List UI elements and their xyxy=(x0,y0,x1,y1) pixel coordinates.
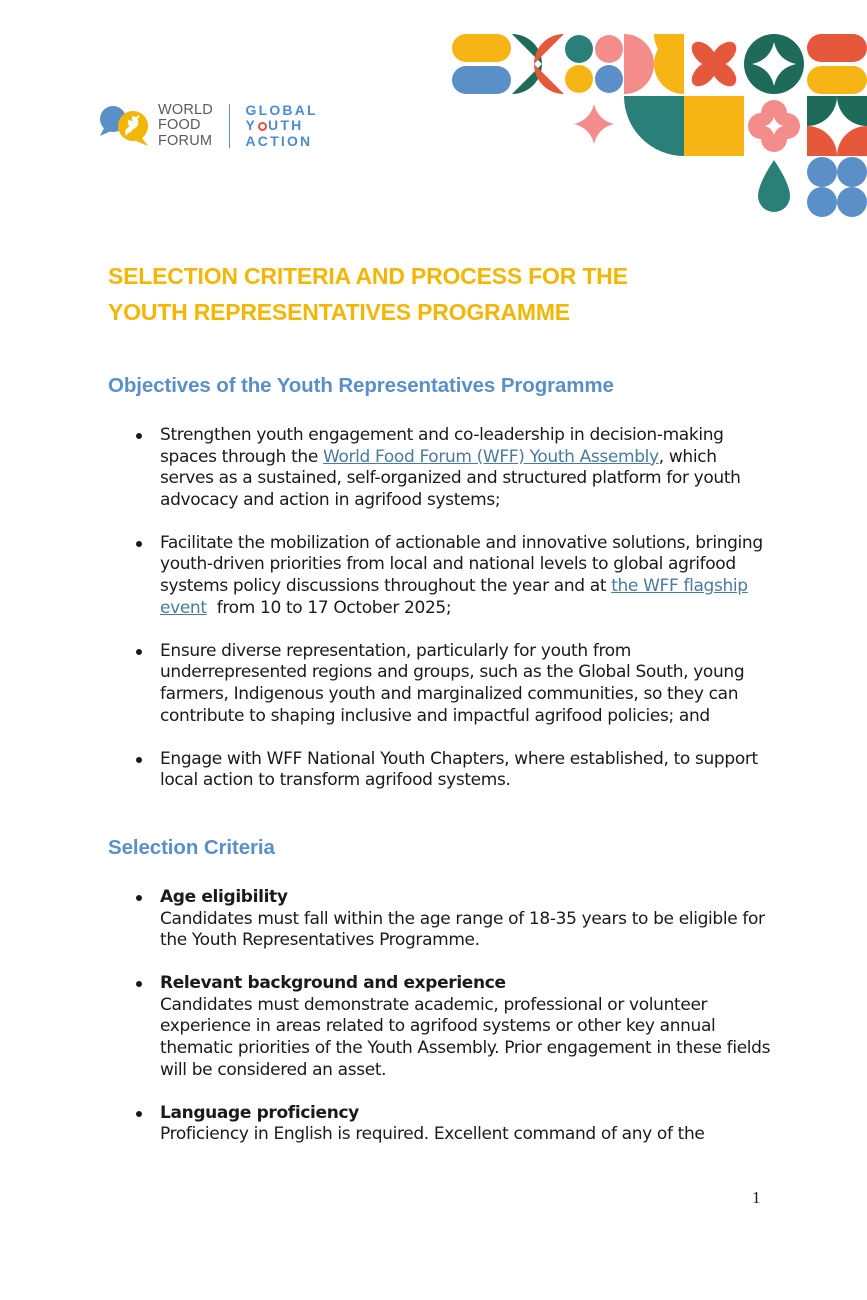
objective-item: Ensure diverse representation, particularly for youth from underrepresented regions and groups, such as the Global South, young farmers, Indigenous youth and marginalized communities, so they can contribute to shaping inclusive and impactful agrifood policies; and xyxy=(132,641,772,727)
criteria-list xyxy=(132,887,772,1167)
objectives-heading: Objectives of the Youth Representatives Programme xyxy=(108,374,614,397)
title-line-2: YOUTH REPRESENTATIVES PROGRAMME xyxy=(108,299,570,325)
global-youth-action-wordmark xyxy=(245,103,317,150)
gya-line-2-b: UTH xyxy=(268,117,304,134)
criteria-label: Relevant background and experience xyxy=(160,973,506,994)
document-title xyxy=(108,258,728,330)
objectives-list xyxy=(132,425,772,813)
sdg-ring-icon xyxy=(258,122,267,131)
wff-youth-assembly-link[interactable]: World Food Forum (WFF) Youth Assembly xyxy=(323,446,659,467)
criteria-label: Language proficiency xyxy=(160,1102,359,1123)
wff-line-3: FORUM xyxy=(158,132,213,149)
decorative-pattern xyxy=(452,34,867,219)
objective-item: Engage with WFF National Youth Chapters, where established, to support local action to transform agrifood systems. xyxy=(132,749,772,792)
wff-flagship-event-link[interactable]: the WFF flagship event xyxy=(160,576,748,618)
wff-line-2: FOOD xyxy=(158,117,201,134)
world-food-forum-logo xyxy=(98,100,318,152)
criteria-item xyxy=(132,973,772,1081)
objective-1-text-b: , which serves as a sustained, self-organized and structured platform for youth advocacy and action in agrifood systems; xyxy=(160,446,741,510)
objective-1-text-a: Strengthen youth engagement and co-leadership in decision-making spaces through the xyxy=(160,425,724,467)
objective-item xyxy=(132,425,772,511)
logo-divider xyxy=(229,104,231,148)
criteria-text: Proficiency in English is required. Excellent command of any of the xyxy=(160,1124,705,1145)
gya-line-2 xyxy=(245,118,317,134)
wff-line-1: WORLD xyxy=(158,101,213,118)
objective-2-text-a: Facilitate the mobilization of actionable and innovative solutions, bringing youth-driven priorities from local and national levels to global agrifood systems policy discussions throughout the year and at xyxy=(160,532,763,597)
criteria-item xyxy=(132,887,772,952)
criteria-text: Candidates must fall within the age range of 18-35 years to be eligible for the Youth Representatives Programme. xyxy=(160,908,765,951)
gya-line-1: GLOBAL xyxy=(245,101,318,118)
criteria-label: Age eligibility xyxy=(160,887,288,907)
wff-wordmark xyxy=(158,103,213,150)
objective-2-text-b: from 10 to 17 October 2025; xyxy=(206,597,452,618)
page-number: 1 xyxy=(752,1188,761,1207)
criteria-text: Candidates must demonstrate academic, professional or volunteer experience in areas related to agrifood systems or other key annual thematic priorities of the Youth Assembly. Prior engagement in these fields will be considered an asset. xyxy=(160,994,771,1080)
title-line-1: SELECTION CRITERIA AND PROCESS FOR THE xyxy=(108,263,628,289)
wff-speech-bubble-icon xyxy=(98,102,154,150)
gya-line-3: ACTION xyxy=(245,132,313,149)
gya-line-2-a: Y xyxy=(245,117,258,134)
criteria-item xyxy=(132,1103,772,1146)
objective-item xyxy=(132,533,772,619)
selection-criteria-heading: Selection Criteria xyxy=(108,836,275,859)
